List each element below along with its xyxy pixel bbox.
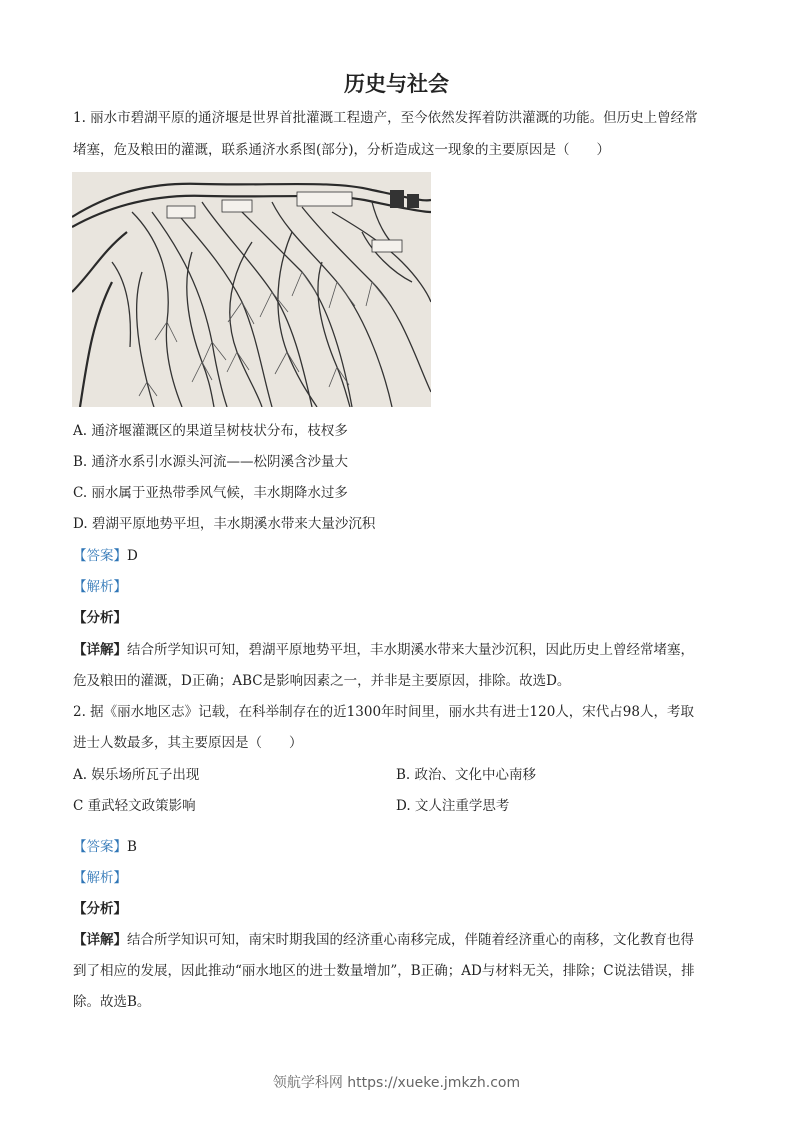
q2-detail-line2: 到了相应的发展，因此推动“丽水地区的进士数量增加”，B正确；AD与材料无关，排除；C说法错误，排	[73, 963, 695, 979]
q2-stem-line2: 进士人数最多，其主要原因是（ ）	[73, 735, 303, 751]
answer-tag: 【答案】	[73, 548, 127, 564]
q1-option-b: B. 通济水系引水源头河流——松阴溪含沙量大	[73, 454, 349, 470]
q1-analysis-tag: 【解析】	[73, 579, 127, 595]
answer-value: B	[127, 839, 137, 855]
q1-stem-line2: 堵塞，危及粮田的灌溉，联系通济水系图(部分)，分析造成这一现象的主要原因是（ ）	[73, 142, 611, 158]
q2-option-b: B. 政治、文化中心南移	[396, 767, 537, 783]
q1-option-d: D. 碧湖平原地势平坦，丰水期溪水带来大量沙沉积	[73, 516, 376, 532]
answer-tag: 【答案】	[73, 839, 127, 855]
q2-fenxi: 【分析】	[73, 901, 127, 917]
q1-answer	[73, 546, 138, 566]
detail-text: 结合所学知识可知，碧湖平原地势平坦，丰水期溪水带来大量沙沉积，因此历史上曾经常堵塞，	[127, 642, 694, 658]
q2-option-a: A. 娱乐场所瓦子出现	[73, 767, 200, 783]
tongji-water-system-map	[72, 172, 431, 407]
detail-text: 结合所学知识可知，南宋时期我国的经济重心南移完成，伴随着经济重心的南移，文化教育也得	[127, 932, 694, 948]
q1-option-a: A. 通济堰灌溉区的果道呈树枝状分布，枝杈多	[73, 423, 348, 439]
footer-watermark: 领航学科网 https://xueke.jmkzh.com	[272, 1075, 521, 1091]
detail-tag: 【详解】	[73, 642, 127, 658]
q2-analysis-tag: 【解析】	[73, 870, 127, 886]
q1-detail-line2: 危及粮田的灌溉，D正确；ABC是影响因素之一，并非是主要原因，排除。故选D。	[73, 673, 571, 689]
answer-value: D	[127, 548, 138, 564]
map-illustration	[72, 172, 431, 407]
page-title: 历史与社会	[344, 72, 449, 96]
q1-option-c: C. 丽水属于亚热带季风气候，丰水期降水过多	[73, 485, 348, 501]
q2-detail-line1	[73, 930, 694, 950]
q1-detail-line1	[73, 640, 694, 660]
q2-detail-line3: 除。故选B。	[73, 994, 151, 1010]
q2-answer	[73, 837, 137, 857]
detail-tag: 【详解】	[73, 932, 127, 948]
q2-option-c: C 重武轻文政策影响	[73, 798, 196, 814]
q2-option-d: D. 文人注重学思考	[396, 798, 510, 814]
q2-stem-line1: 2. 据《丽水地区志》记载，在科举制存在的近1300年时间里，丽水共有进士120人，宋代占98人，考取	[73, 704, 694, 720]
q1-fenxi: 【分析】	[73, 610, 127, 626]
q1-stem-line1: 1. 丽水市碧湖平原的通济堰是世界首批灌溉工程遗产，至今依然发挥着防洪灌溉的功能。但历史上曾经常	[73, 110, 698, 126]
